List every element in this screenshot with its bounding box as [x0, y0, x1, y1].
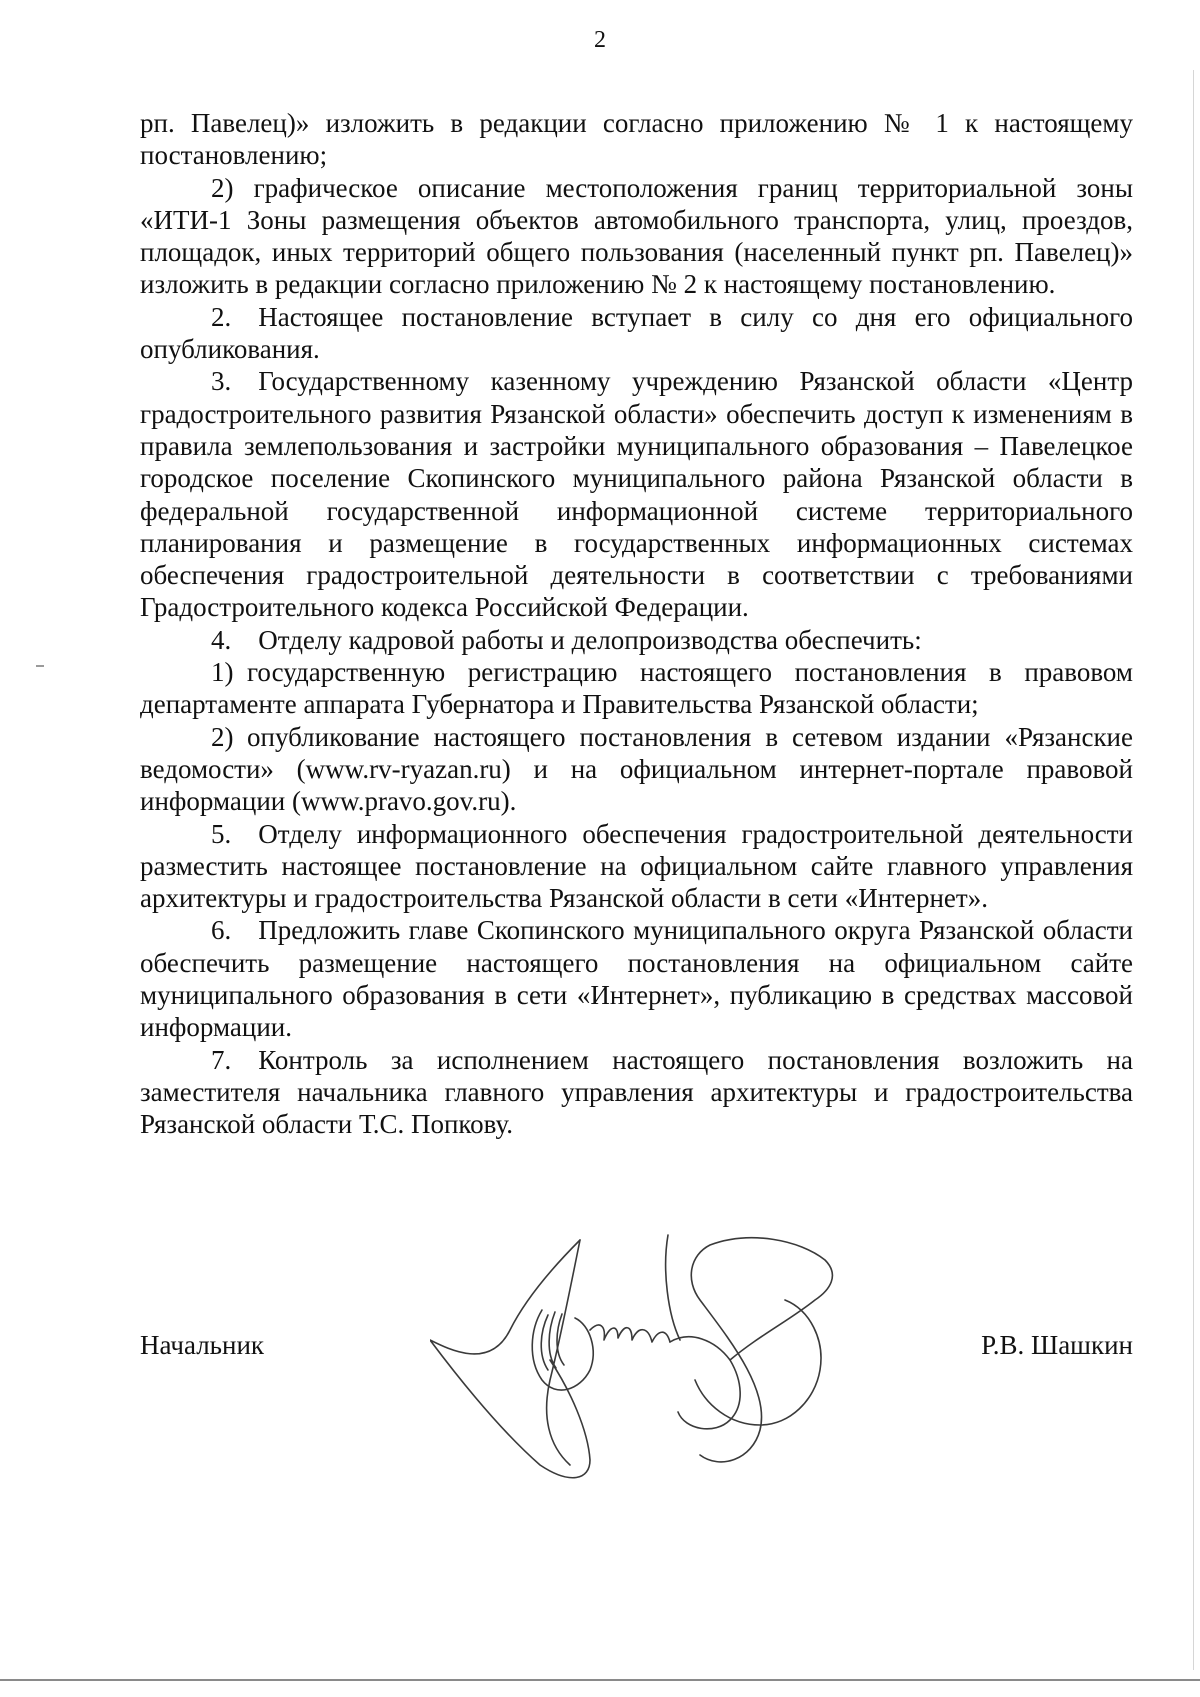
document-body — [140, 107, 1133, 1141]
paragraph-item-5: 5. Отделу информационного обеспечения градостроительной деятельности разместить настоящее постановление на официальном сайте главного управления архитектуры и градостроительства Рязанской области в сети «Интернет». — [140, 818, 1133, 914]
page-number: 2 — [594, 27, 606, 53]
paragraph-item-4-sub-2: 2) опубликование настоящего постановления в сетевом издании «Рязанские ведомости» (www.rv-ryazan.ru) и на официальном интернет-портале правовой информации (www.pravo.gov.ru). — [140, 721, 1133, 817]
paragraph-item-3: 3. Государственному казенному учреждению Рязанской области «Центр градостроительного развития Рязанской области» обеспечить доступ к изменениям в правила землепользования и застройки муниципального образования – Павелецкое городское поселение Скопинского муниципального района Рязанской области в федеральной государственной информационной системе территориального планирования и размещение в государственных информационных системах обеспечения градостроительной деятельности в соответствии с требованиями Градостроительного кодекса Российской Федерации. — [140, 366, 1133, 623]
signatory-name: Р.В. Шашкин — [981, 1330, 1133, 1360]
scan-edge-bottom — [0, 1679, 1200, 1681]
paragraph-item-2: 2. Настоящее постановление вступает в силу со дня его официального опубликования. — [140, 301, 1133, 365]
scan-artifact — [36, 665, 44, 667]
paragraph-item-4-sub-1: 1) государственную регистрацию настоящего постановления в правовом департаменте аппарата Губернатора и Правительства Рязанской области; — [140, 657, 1133, 720]
signature-block — [140, 1329, 1133, 1369]
paragraph-subitem-2-graphic-description: 2) графическое описание местоположения границ территориальной зоны «ИТИ-1 Зоны размещения объектов автомобильного транспорта, улиц, проездов, площадок, иных территорий общего пользования (населенный пункт рп. Павелец)» изложить в редакции согласно приложению № 2 к настоящему постановлению. — [140, 172, 1133, 300]
paragraph-item-4: 4. Отделу кадровой работы и делопроизводства обеспечить: — [211, 624, 922, 655]
paragraph-item-7: 7. Контроль за исполнением настоящего постановления возложить на заместителя начальника главного управления архитектуры и градостроительства Рязанской области Т.С. Попкову. — [140, 1044, 1133, 1140]
paragraph-item-6: 6. Предложить главе Скопинского муниципального округа Рязанской области обеспечить размещение настоящего постановления на официальном сайте муниципального образования в сети «Интернет», публикацию в средствах массовой информации. — [140, 915, 1133, 1043]
signatory-title: Начальник — [140, 1330, 265, 1360]
paragraph-continuation: рп. Павелец)» изложить в редакции согласно приложению № 1 к настоящему постановлению; — [140, 108, 1133, 171]
scan-edge-right — [1193, 70, 1194, 1670]
